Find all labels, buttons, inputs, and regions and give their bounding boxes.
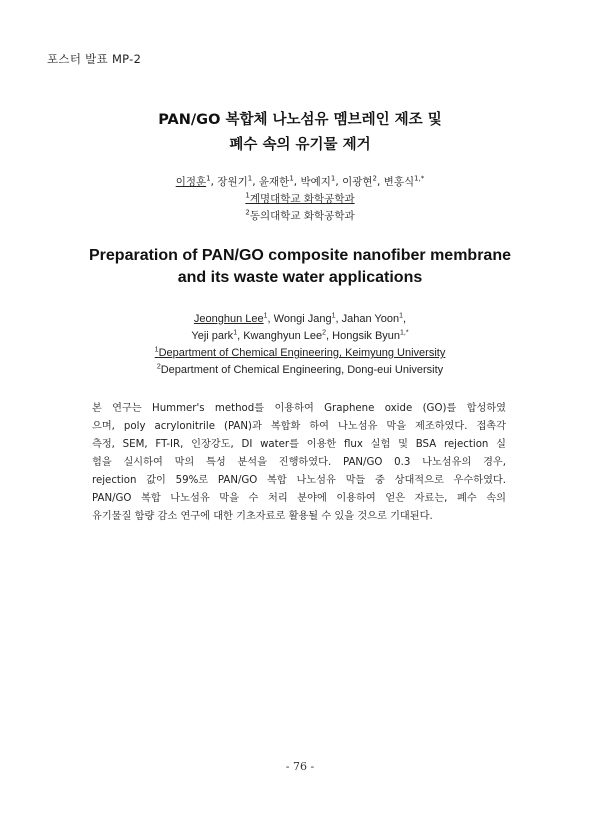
- author-sep: ,: [376, 176, 384, 188]
- english-affiliation-1: [0, 346, 600, 360]
- korean-title-line-2: 폐수 속의 유기물 제거: [229, 137, 371, 153]
- author-sep: ,: [267, 313, 274, 325]
- english-affiliation-2: [0, 363, 600, 377]
- aff-kr-1-text: 계명대학교 화학공학과: [249, 193, 355, 205]
- author-sep: ,: [293, 176, 301, 188]
- author-kr-3: 윤재한: [258, 176, 290, 188]
- author-en-1-sup: 1: [263, 312, 268, 320]
- author-kr-1-sup: 1: [206, 174, 211, 183]
- author-kr-5-sup: 2: [372, 174, 377, 183]
- abstract-line: 유기물질 함량 감소 연구에 대한 기초자료로 활용될 수 있을 것으로 기대된다.: [92, 511, 433, 522]
- author-en-4-sup: 1: [233, 329, 238, 337]
- aff-en-2-text: Department of Chemical Engineering, Dong-eui University: [160, 364, 444, 376]
- abstract-line: 본 연구는 Hummer's method를 이용하여 Graphene oxide (GO)를 합성하였: [92, 403, 506, 414]
- author-kr-6-sup: 1,*: [414, 174, 425, 183]
- korean-title-line-1: PAN/GO 복합체 나노섬유 멤브레인 제조 및: [158, 112, 442, 128]
- author-en-4: Yeji park: [191, 330, 234, 342]
- author-kr-4-sup: 1: [330, 174, 336, 183]
- author-sep: ,: [326, 330, 333, 342]
- page-header-label: 포스터 발표 MP-2: [47, 52, 142, 66]
- aff-en-2-sup: 2: [156, 363, 161, 371]
- abstract-line: rejection 값이 59%로 PAN/GO 복합 나노섬유 막들 중 상대적으로 우수하였다.: [92, 475, 506, 486]
- author-sep: ,: [210, 176, 218, 188]
- author-kr-6: 변홍식: [383, 176, 415, 188]
- author-en-1: Jeonghun Lee: [193, 313, 264, 325]
- aff-kr-2-sup: 2: [245, 208, 250, 217]
- author-en-2-sup: 1: [331, 312, 336, 320]
- english-author-list-line-1: [0, 312, 600, 326]
- author-en-2: Wongi Jang: [273, 313, 332, 325]
- author-en-3-sup: 1: [399, 312, 404, 320]
- author-kr-4: 박예지: [300, 176, 331, 188]
- author-sep: ,: [237, 330, 244, 342]
- abstract-line: 으며, poly acrylonitrile (PAN)과 복합화 하여 나노섬유 막을 제조하였다. 접촉각: [92, 421, 506, 432]
- aff-en-1-sup: 1: [154, 346, 159, 354]
- author-en-3: Jahan Yoon: [341, 313, 400, 325]
- abstract-body: [92, 400, 506, 526]
- aff-kr-1-sup: 1: [245, 191, 250, 200]
- author-sep: ,: [335, 313, 342, 325]
- author-kr-1: 이정훈: [175, 176, 207, 188]
- author-kr-5: 이광현: [342, 176, 373, 188]
- author-en-6: Hongsik Byun: [332, 330, 401, 342]
- author-sep: ,: [335, 176, 343, 188]
- aff-en-1-text: Department of Chemical Engineering, Keimyung University: [158, 347, 446, 359]
- author-kr-3-sup: 1: [289, 174, 294, 183]
- author-kr-2-sup: 1: [247, 174, 253, 183]
- korean-affiliation-2: [0, 209, 600, 223]
- author-en-6-sup: 1,*: [400, 329, 409, 337]
- author-kr-2: 장원기: [217, 176, 248, 188]
- abstract-line: PAN/GO 복합 나노섬유 막을 수 처리 분야에 이용하여 얻은 자료는, 폐수 속의: [92, 493, 506, 504]
- author-en-5: Kwanghyun Lee: [243, 330, 323, 342]
- korean-affiliation-1: [0, 192, 600, 206]
- english-author-list-line-2: [0, 329, 600, 343]
- korean-author-list: [0, 175, 600, 189]
- page-number: - 76 -: [285, 760, 315, 773]
- abstract-line: 측정, SEM, FT-IR, 인장강도, DI water를 이용한 flux 실험 및 BSA rejection 실: [92, 439, 506, 450]
- aff-kr-2-text: 동의대학교 화학공학과: [249, 210, 355, 222]
- abstract-line: 험을 실시하여 막의 특성 분석을 진행하였다. PAN/GO 0.3 나노섬유의 경우,: [92, 457, 506, 468]
- author-en-5-sup: 2: [322, 329, 327, 337]
- english-title-line-2: and its waste water applications: [177, 269, 423, 286]
- english-title-line-1: Preparation of PAN/GO composite nanofiber membrane: [89, 247, 511, 264]
- author-sep: ,: [252, 176, 259, 188]
- author-sep: ,: [403, 313, 407, 325]
